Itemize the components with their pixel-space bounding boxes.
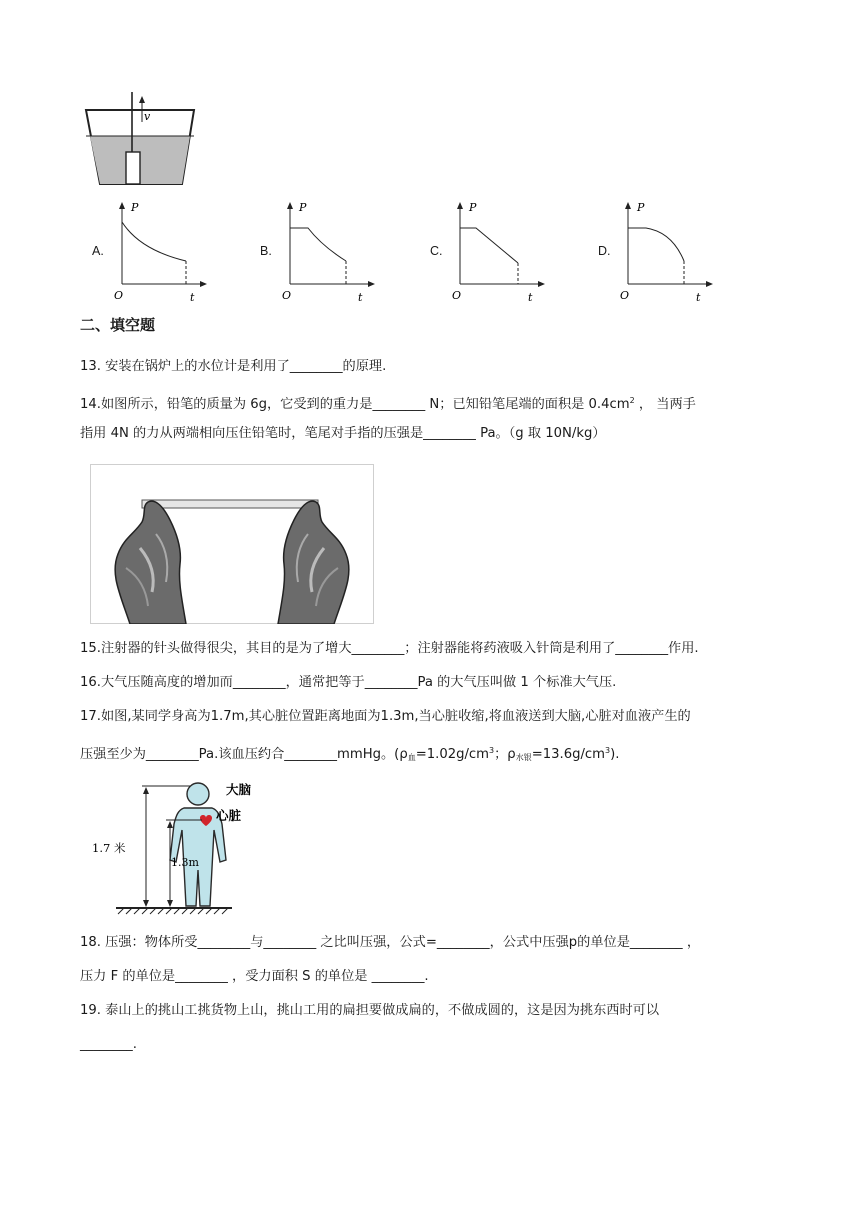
graph-c [448, 198, 548, 308]
label-height: 1.7 米 [92, 841, 126, 855]
question-14-line2: 指用 4N 的力从两端相向压住铅笔时，笔尾对手指的压强是________ Pa。（g 取 10N/kg） [80, 426, 606, 441]
graph-b [278, 198, 378, 308]
pencil-hands-image [90, 464, 374, 624]
origin: O [282, 289, 292, 302]
origin: O [620, 289, 630, 302]
question-19-line1: 19. 泰山上的挑山工挑货物上山，挑山工用的扁担要做成扁的，不做成圆的，这是因为挑东西时可以 [80, 1003, 660, 1018]
label-heart-height: 1.3m [171, 856, 199, 869]
axis-t: t [528, 291, 533, 304]
option-d[interactable] [596, 198, 716, 308]
question-18-line1: 18. 压强：物体所受________与________ 之比叫压强，公式=________，公式中压强p的单位是________ ， [80, 935, 701, 950]
axis-t: t [358, 291, 363, 304]
axis-p: P [637, 201, 645, 214]
graph-d [616, 198, 716, 308]
question-16: 16.大气压随高度的增加而________，通常把等于________Pa 的大气压叫做 1 个标准大气压. [80, 675, 617, 690]
label-brain: 大脑 [226, 782, 252, 797]
option-c[interactable] [428, 198, 548, 308]
label-heart: 心脏 [216, 808, 242, 823]
question-19-line2: ________. [80, 1037, 137, 1052]
question-15: 15.注射器的针头做得很尖，其目的是为了增大________；注射器能将药液吸入针筒是利用了________作用. [80, 641, 699, 656]
axis-t: t [190, 291, 195, 304]
question-17-line1: 17.如图,某同学身高为1.7m,其心脏位置距离地面为1.3m,当心脏收缩,将血液送到大脑,心脏对血液产生的 [80, 709, 691, 724]
option-letter: D. [598, 244, 611, 258]
graph-a [110, 198, 210, 308]
axis-t: t [696, 291, 701, 304]
question-13: 13. 安装在锅炉上的水位计是利用了________的原理. [80, 359, 387, 374]
origin: O [114, 289, 124, 302]
option-b[interactable] [258, 198, 378, 308]
question-17-line2: 压强至少为________Pa.该血压约合________mmHg。($\rho_血=1.02g/cm^3$；$\rho_{水银}=13.6g/cm^3$). [80, 746, 620, 762]
question-18-line2: 压力 F 的单位是________ ，受力面积 S 的单位是 ________. [80, 969, 429, 984]
velocity-label: v [144, 110, 151, 123]
option-letter: C. [430, 244, 443, 258]
section-title: 二、填空题 [80, 316, 156, 334]
axis-p: P [299, 201, 307, 214]
axis-p: P [131, 201, 139, 214]
human-body-figure [86, 776, 276, 916]
option-letter: B. [260, 244, 272, 258]
question-14-line1: 14.如图所示，铅笔的质量为 6g，它受到的重力是________ N；已知铅笔尾端的面积是 $0.4cm^2$ ， 当两手 [80, 396, 696, 412]
beaker-figure [80, 92, 200, 190]
origin: O [452, 289, 462, 302]
option-letter: A. [92, 244, 104, 258]
option-a[interactable] [90, 198, 210, 308]
axis-p: P [469, 201, 477, 214]
